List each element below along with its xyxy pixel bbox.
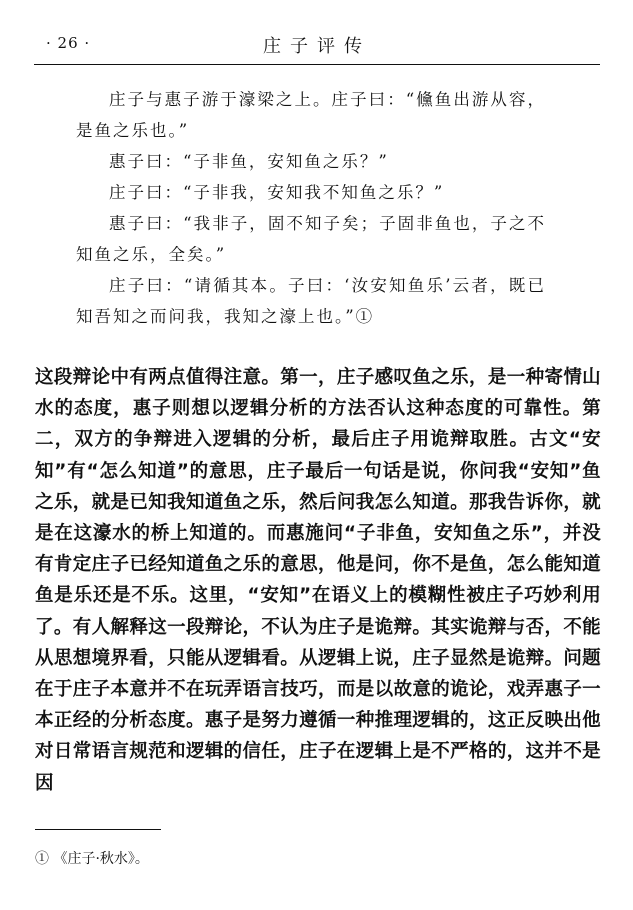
quote-paragraph: 庄子曰：“请循其本。子曰：‘汝安知鱼乐’云者，既已知吾知之而问我，我知之濠上也。”①	[76, 276, 546, 326]
footnote-rule	[35, 829, 161, 830]
page-header	[34, 30, 600, 60]
quote-paragraph: 庄子曰：“子非我，安知我不知鱼之乐？”	[109, 183, 445, 202]
running-title: 庄子评传	[263, 36, 371, 57]
body-text	[35, 362, 601, 799]
header-rule	[34, 64, 600, 65]
body-paragraph: 这段辩论中有两点值得注意。第一，庄子感叹鱼之乐，是一种寄情山水的态度，惠子则想以逻辑分析的方法否认这种态度的可靠性。第二，双方的争辩进入逻辑的分析，最后庄子用诡辩取胜。古文“安知”有“怎么知道”的意思，庄子最后一句话是说，你问我“安知”鱼之乐，就是已知我知道鱼之乐，然后问我怎么知道。那我告诉你，就是在这濠水的桥上知道的。而惠施问“子非鱼，安知鱼之乐”，并没有肯定庄子已经知道鱼之乐的意思，他是问，你不是鱼，怎么能知道鱼是乐还是不乐。这里，“安知”在语义上的模糊性被庄子巧妙利用了。有人解释这一段辩论，不认为庄子是诡辩。其实诡辩与否，不能从思想境界看，只能从逻辑看。从逻辑上说，庄子显然是诡辩。问题在于庄子本意并不在玩弄语言技巧，而是以故意的诡论，戏弄惠子一本正经的分析态度。惠子是努力遵循一种推理逻辑的，这正反映出他对日常语言规范和逻辑的信任，庄子在逻辑上是不严格的，这并不是因	[35, 367, 601, 794]
quote-paragraph: 庄子与惠子游于濠梁之上。庄子曰：“儵鱼出游从容，是鱼之乐也。”	[76, 90, 546, 140]
footnote: ① 《庄子·秋水》。	[35, 851, 149, 867]
quoted-dialogue	[76, 84, 546, 332]
page-number: · 26 ·	[46, 34, 91, 52]
quote-paragraph: 惠子曰：“我非子，固不知子矣；子固非鱼也，子之不知鱼之乐，全矣。”	[76, 214, 546, 264]
quote-paragraph: 惠子曰：“子非鱼，安知鱼之乐？”	[109, 152, 389, 171]
